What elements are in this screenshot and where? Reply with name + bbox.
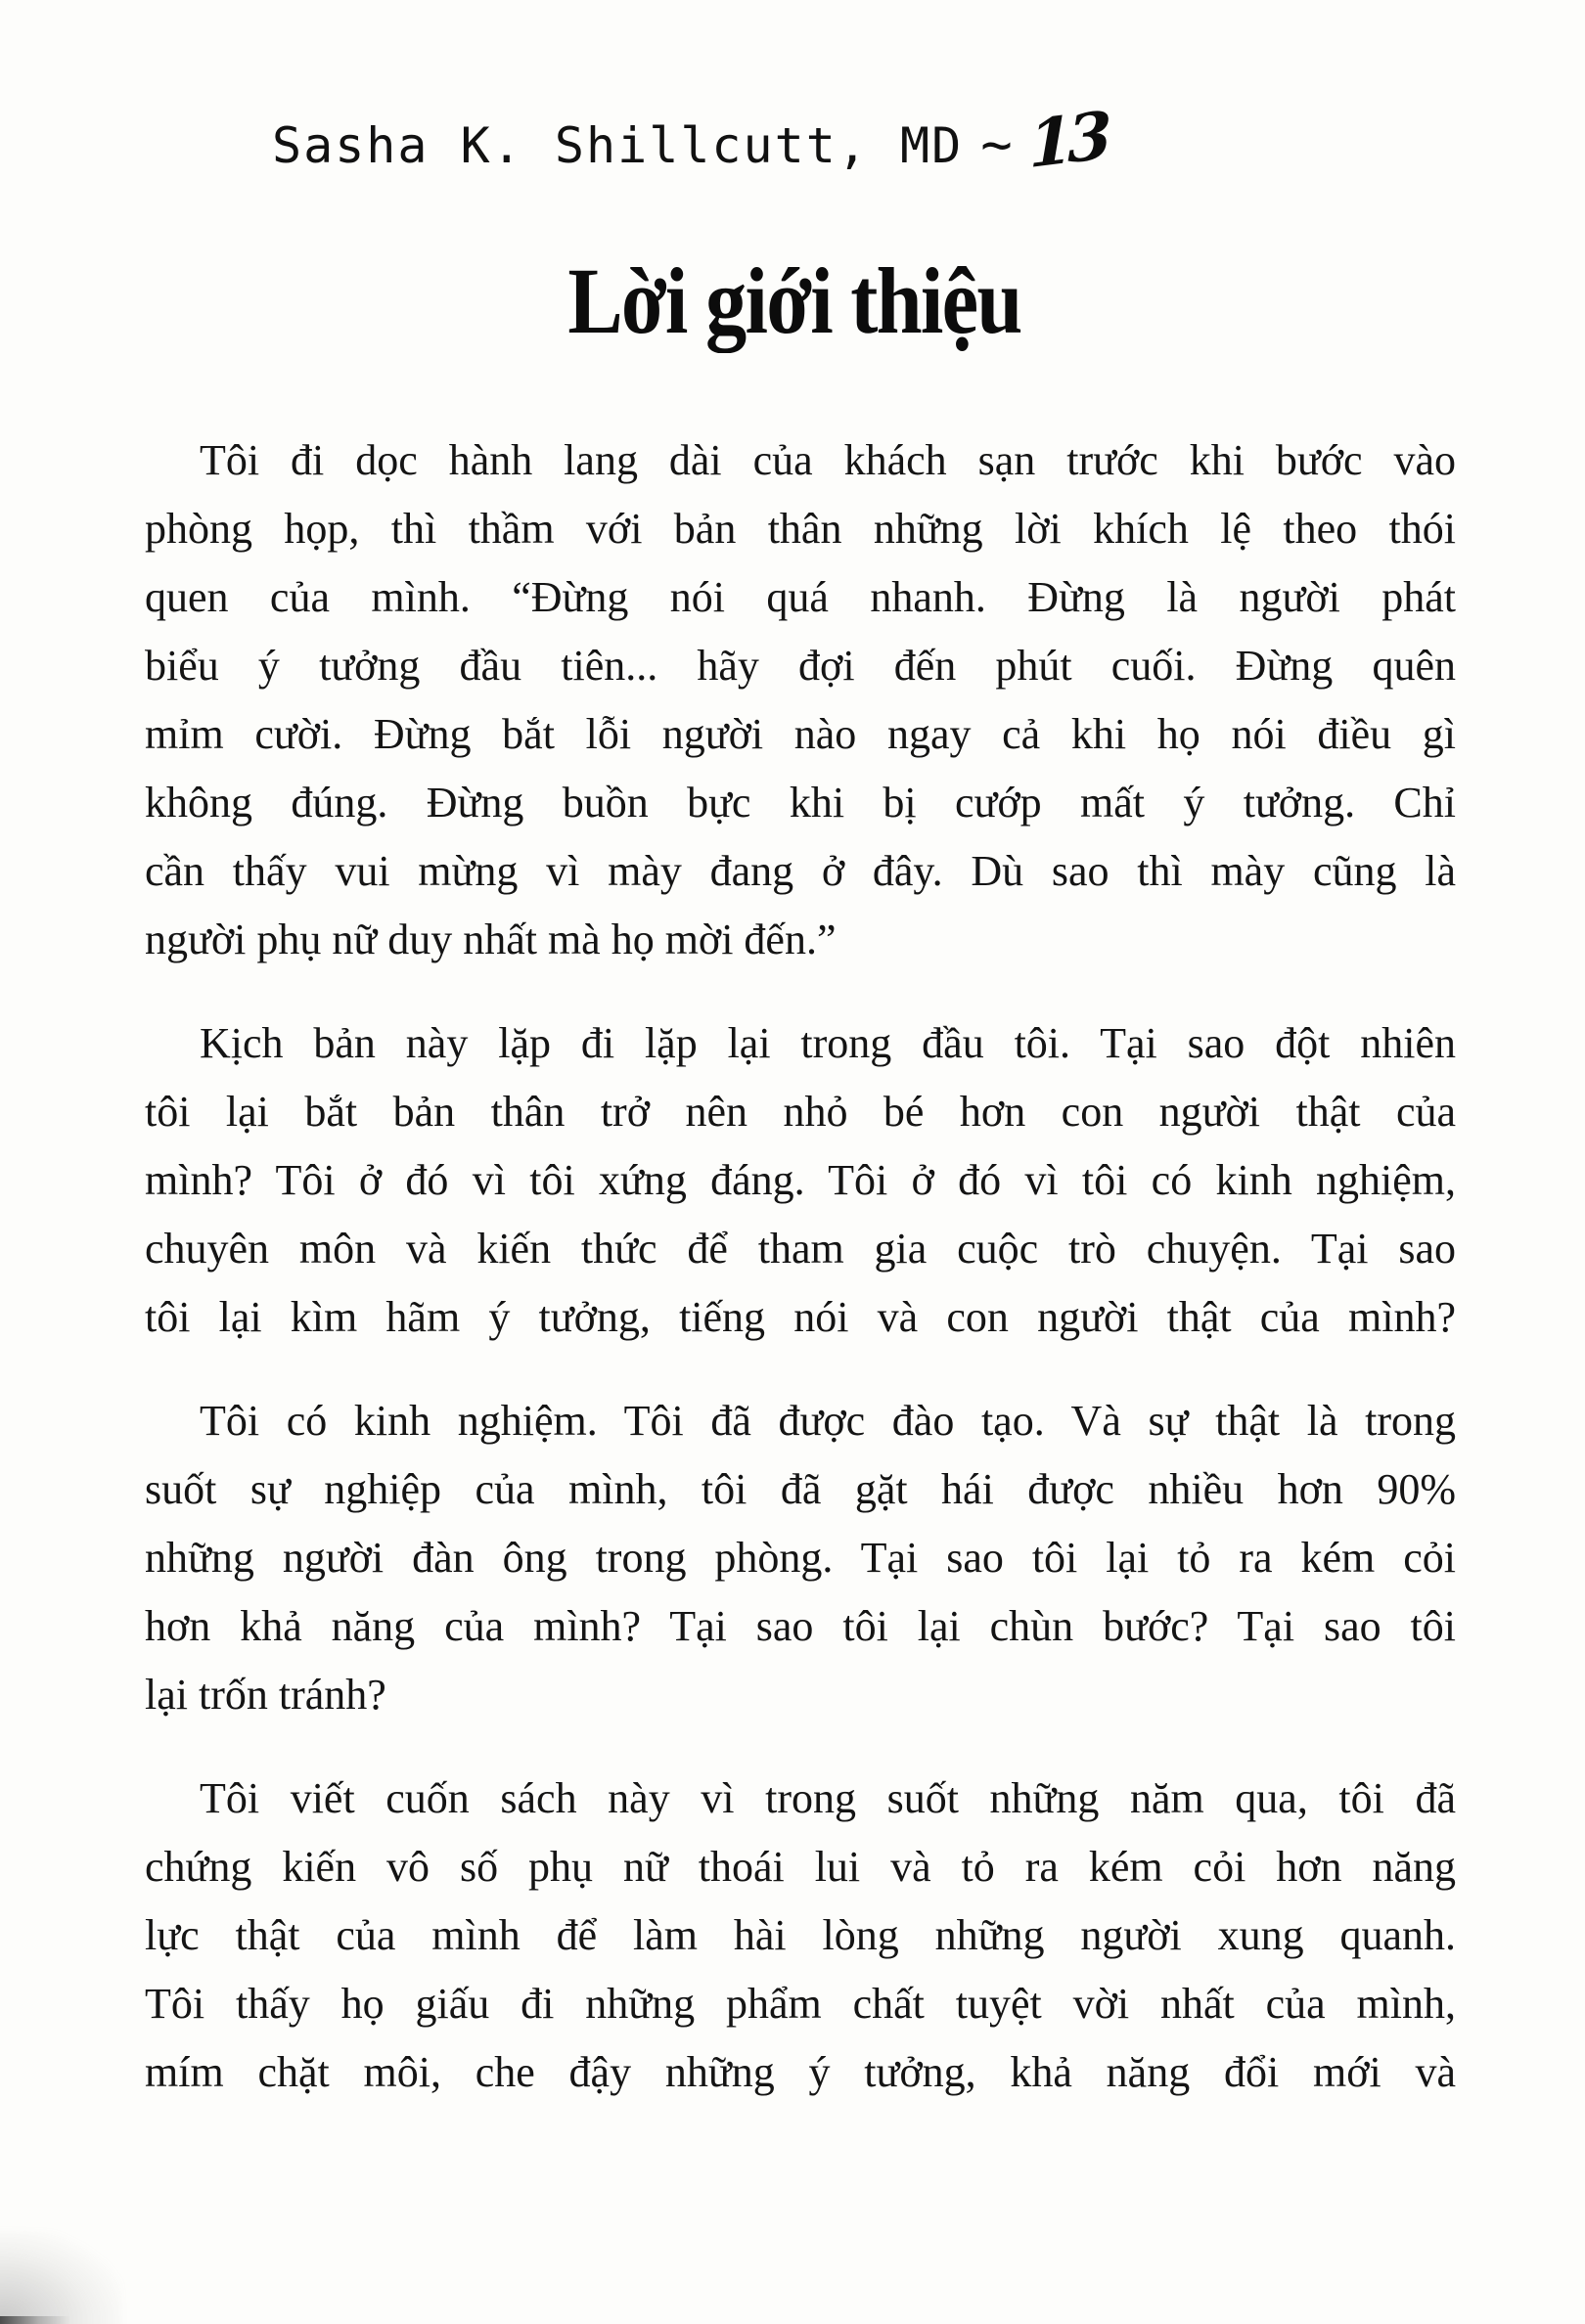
handwritten-page-number: 13 xyxy=(1027,96,1108,184)
scan-smudge xyxy=(0,2231,122,2324)
chapter-title: Lời giới thiệu xyxy=(567,248,1021,353)
paragraph-4 xyxy=(145,1765,1456,2107)
text-line: tôi lại kìm hãm ý tưởng, tiếng nói và con người thật của mình? xyxy=(145,1293,1456,1341)
text-line: quen của mình. “Đừng nói quá nhanh. Đừng là người phát xyxy=(145,573,1456,621)
text-line: mỉm cười. Đừng bắt lỗi người nào ngay cả khi họ nói điều gì xyxy=(145,710,1456,758)
text-line: Kịch bản này lặp đi lặp lại trong đầu tôi. Tại sao đột nhiên xyxy=(200,1019,1456,1067)
swung-dash: ~ xyxy=(980,113,1015,175)
text-line: lực thật của mình để làm hài lòng những người xung quanh. xyxy=(145,1911,1456,1959)
text-line: Tôi viết cuốn sách này vì trong suốt những năm qua, tôi đã xyxy=(200,1774,1456,1822)
text-line: những người đàn ông trong phòng. Tại sao tôi lại tỏ ra kém cỏi xyxy=(145,1534,1456,1582)
running-header xyxy=(272,96,1108,184)
text-line: không đúng. Đừng buồn bực khi bị cướp mất ý tưởng. Chỉ xyxy=(145,779,1456,827)
running-header-author: Sasha K. Shillcutt, MD xyxy=(272,117,964,174)
text-line: phòng họp, thì thầm với bản thân những lời khích lệ theo thói xyxy=(145,505,1456,553)
text-line: chứng kiến vô số phụ nữ thoái lui và tỏ ra kém cỏi hơn năng xyxy=(145,1843,1456,1891)
text-line: suốt sự nghiệp của mình, tôi đã gặt hái được nhiều hơn 90% xyxy=(145,1465,1456,1513)
text-line: lại trốn tránh? xyxy=(145,1671,386,1719)
paragraph-2 xyxy=(145,1009,1456,1352)
text-line: hơn khả năng của mình? Tại sao tôi lại chùn bước? Tại sao tôi xyxy=(145,1602,1456,1650)
text-line: Tôi thấy họ giấu đi những phẩm chất tuyệt vời nhất của mình, xyxy=(145,1980,1456,2028)
text-line: cần thấy vui mừng vì mày đang ở đây. Dù sao thì mày cũng là xyxy=(145,847,1456,895)
paragraph-3 xyxy=(145,1387,1456,1729)
scan-smudge-dark-edge xyxy=(0,2316,70,2324)
text-line: tôi lại bắt bản thân trở nên nhỏ bé hơn con người thật của xyxy=(145,1088,1456,1136)
text-line: mình? Tôi ở đó vì tôi xứng đáng. Tôi ở đó vì tôi có kinh nghiệm, xyxy=(145,1156,1456,1204)
text-line: Tôi có kinh nghiệm. Tôi đã được đào tạo. Và sự thật là trong xyxy=(200,1397,1456,1445)
text-line: biểu ý tưởng đầu tiên... hãy đợi đến phút cuối. Đừng quên xyxy=(145,642,1456,690)
text-line: Tôi đi dọc hành lang dài của khách sạn trước khi bước vào xyxy=(200,436,1456,484)
body-text xyxy=(145,426,1456,2107)
text-line: người phụ nữ duy nhất mà họ mời đến.” xyxy=(145,916,837,963)
text-line: mím chặt môi, che đậy những ý tưởng, khả năng đổi mới và xyxy=(145,2048,1456,2096)
text-line: chuyên môn và kiến thức để tham gia cuộc trò chuyện. Tại sao xyxy=(145,1225,1456,1273)
paragraph-1 xyxy=(145,426,1456,974)
